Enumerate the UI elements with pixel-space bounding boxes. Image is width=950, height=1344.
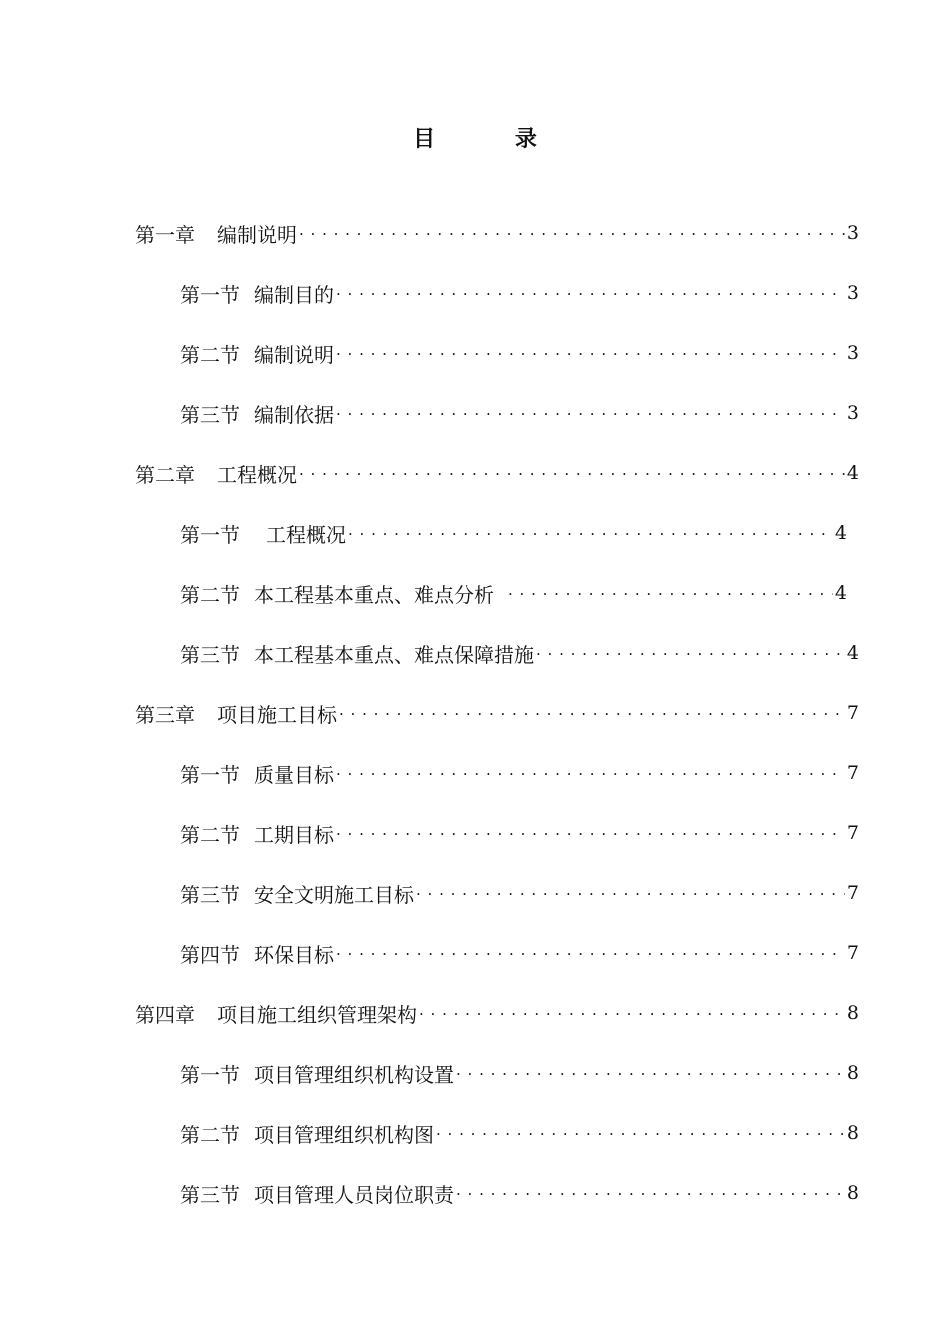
toc-label: 第三节 编制依据 <box>180 402 334 427</box>
dot-leader <box>334 818 845 848</box>
dot-leader <box>334 758 845 788</box>
toc-page-number: 8 <box>846 1062 859 1084</box>
dot-leader <box>334 338 845 368</box>
toc-label: 第一节 项目管理组织机构设置 <box>180 1062 454 1087</box>
dot-leader <box>297 458 845 488</box>
toc-page-number: 4 <box>834 522 847 544</box>
toc-label: 第三节 项目管理人员岗位职责 <box>180 1182 454 1207</box>
dot-leader <box>506 578 833 608</box>
toc-page-number: 4 <box>846 462 859 484</box>
toc-page-number: 8 <box>846 1122 859 1144</box>
toc-label: 第二节 工期目标 <box>180 822 334 847</box>
dot-leader <box>534 638 845 668</box>
toc-label: 第三节 安全文明施工目标 <box>180 882 414 907</box>
toc-entry-section[interactable] <box>180 578 847 608</box>
toc-page-number: 7 <box>846 762 859 784</box>
toc-entry-section[interactable] <box>180 398 859 428</box>
toc-entry-section[interactable] <box>180 938 859 968</box>
toc-page-number: 8 <box>846 1002 859 1024</box>
toc-label: 第一节 质量目标 <box>180 762 334 787</box>
toc-page-number: 3 <box>846 402 859 424</box>
toc-title: 目 录 <box>413 126 573 152</box>
toc-page-number: 4 <box>834 582 847 604</box>
toc-page-number: 7 <box>846 942 859 964</box>
toc-page-number: 8 <box>846 1182 859 1204</box>
dot-leader <box>417 998 845 1028</box>
toc-page-number: 7 <box>846 822 859 844</box>
toc-label: 第一章 编制说明 <box>135 222 297 247</box>
toc-entry-section[interactable] <box>180 638 859 668</box>
toc-entry-section[interactable] <box>180 818 859 848</box>
toc-page-number: 4 <box>846 642 859 664</box>
toc-entry-section[interactable] <box>180 518 847 548</box>
dot-leader <box>414 878 845 908</box>
toc-label: 第二节 编制说明 <box>180 342 334 367</box>
toc-entry-section[interactable] <box>180 1178 859 1208</box>
toc-label: 第三节 本工程基本重点、难点保障措施 <box>180 642 534 667</box>
toc-entry-chapter-1[interactable] <box>135 218 859 248</box>
toc-entry-chapter-3[interactable] <box>135 698 859 728</box>
toc-entry-section[interactable] <box>180 278 859 308</box>
toc-label: 第一节 工程概况 <box>180 522 346 547</box>
toc-entry-section[interactable] <box>180 1058 859 1088</box>
dot-leader <box>297 218 845 248</box>
toc-page-number: 3 <box>846 282 859 304</box>
toc-page-number: 7 <box>846 882 859 904</box>
toc-entry-section[interactable] <box>180 758 859 788</box>
toc-label: 第四节 环保目标 <box>180 942 334 967</box>
toc-entry-section[interactable] <box>180 878 859 908</box>
toc-entry-chapter-4[interactable] <box>135 998 859 1028</box>
toc-page-number: 7 <box>846 702 859 724</box>
toc-label: 第二节 本工程基本重点、难点分析 <box>180 582 494 607</box>
dot-leader <box>334 278 845 308</box>
toc-page-number: 3 <box>846 342 859 364</box>
dot-leader <box>334 938 845 968</box>
dot-leader <box>346 518 833 548</box>
toc-label: 第三章 项目施工目标 <box>135 702 337 727</box>
dot-leader <box>334 398 845 428</box>
toc-entry-section[interactable] <box>180 338 859 368</box>
dot-leader <box>337 698 845 728</box>
toc-label: 第一节 编制目的 <box>180 282 334 307</box>
toc-label: 第二章 工程概况 <box>135 462 297 487</box>
toc-entry-chapter-2[interactable] <box>135 458 859 488</box>
toc-label: 第二节 项目管理组织机构图 <box>180 1122 434 1147</box>
toc-entry-section[interactable] <box>180 1118 859 1148</box>
toc-label: 第四章 项目施工组织管理架构 <box>135 1002 417 1027</box>
dot-leader <box>454 1058 845 1088</box>
dot-leader <box>454 1178 845 1208</box>
toc-page-number: 3 <box>846 222 859 244</box>
dot-leader <box>434 1118 845 1148</box>
